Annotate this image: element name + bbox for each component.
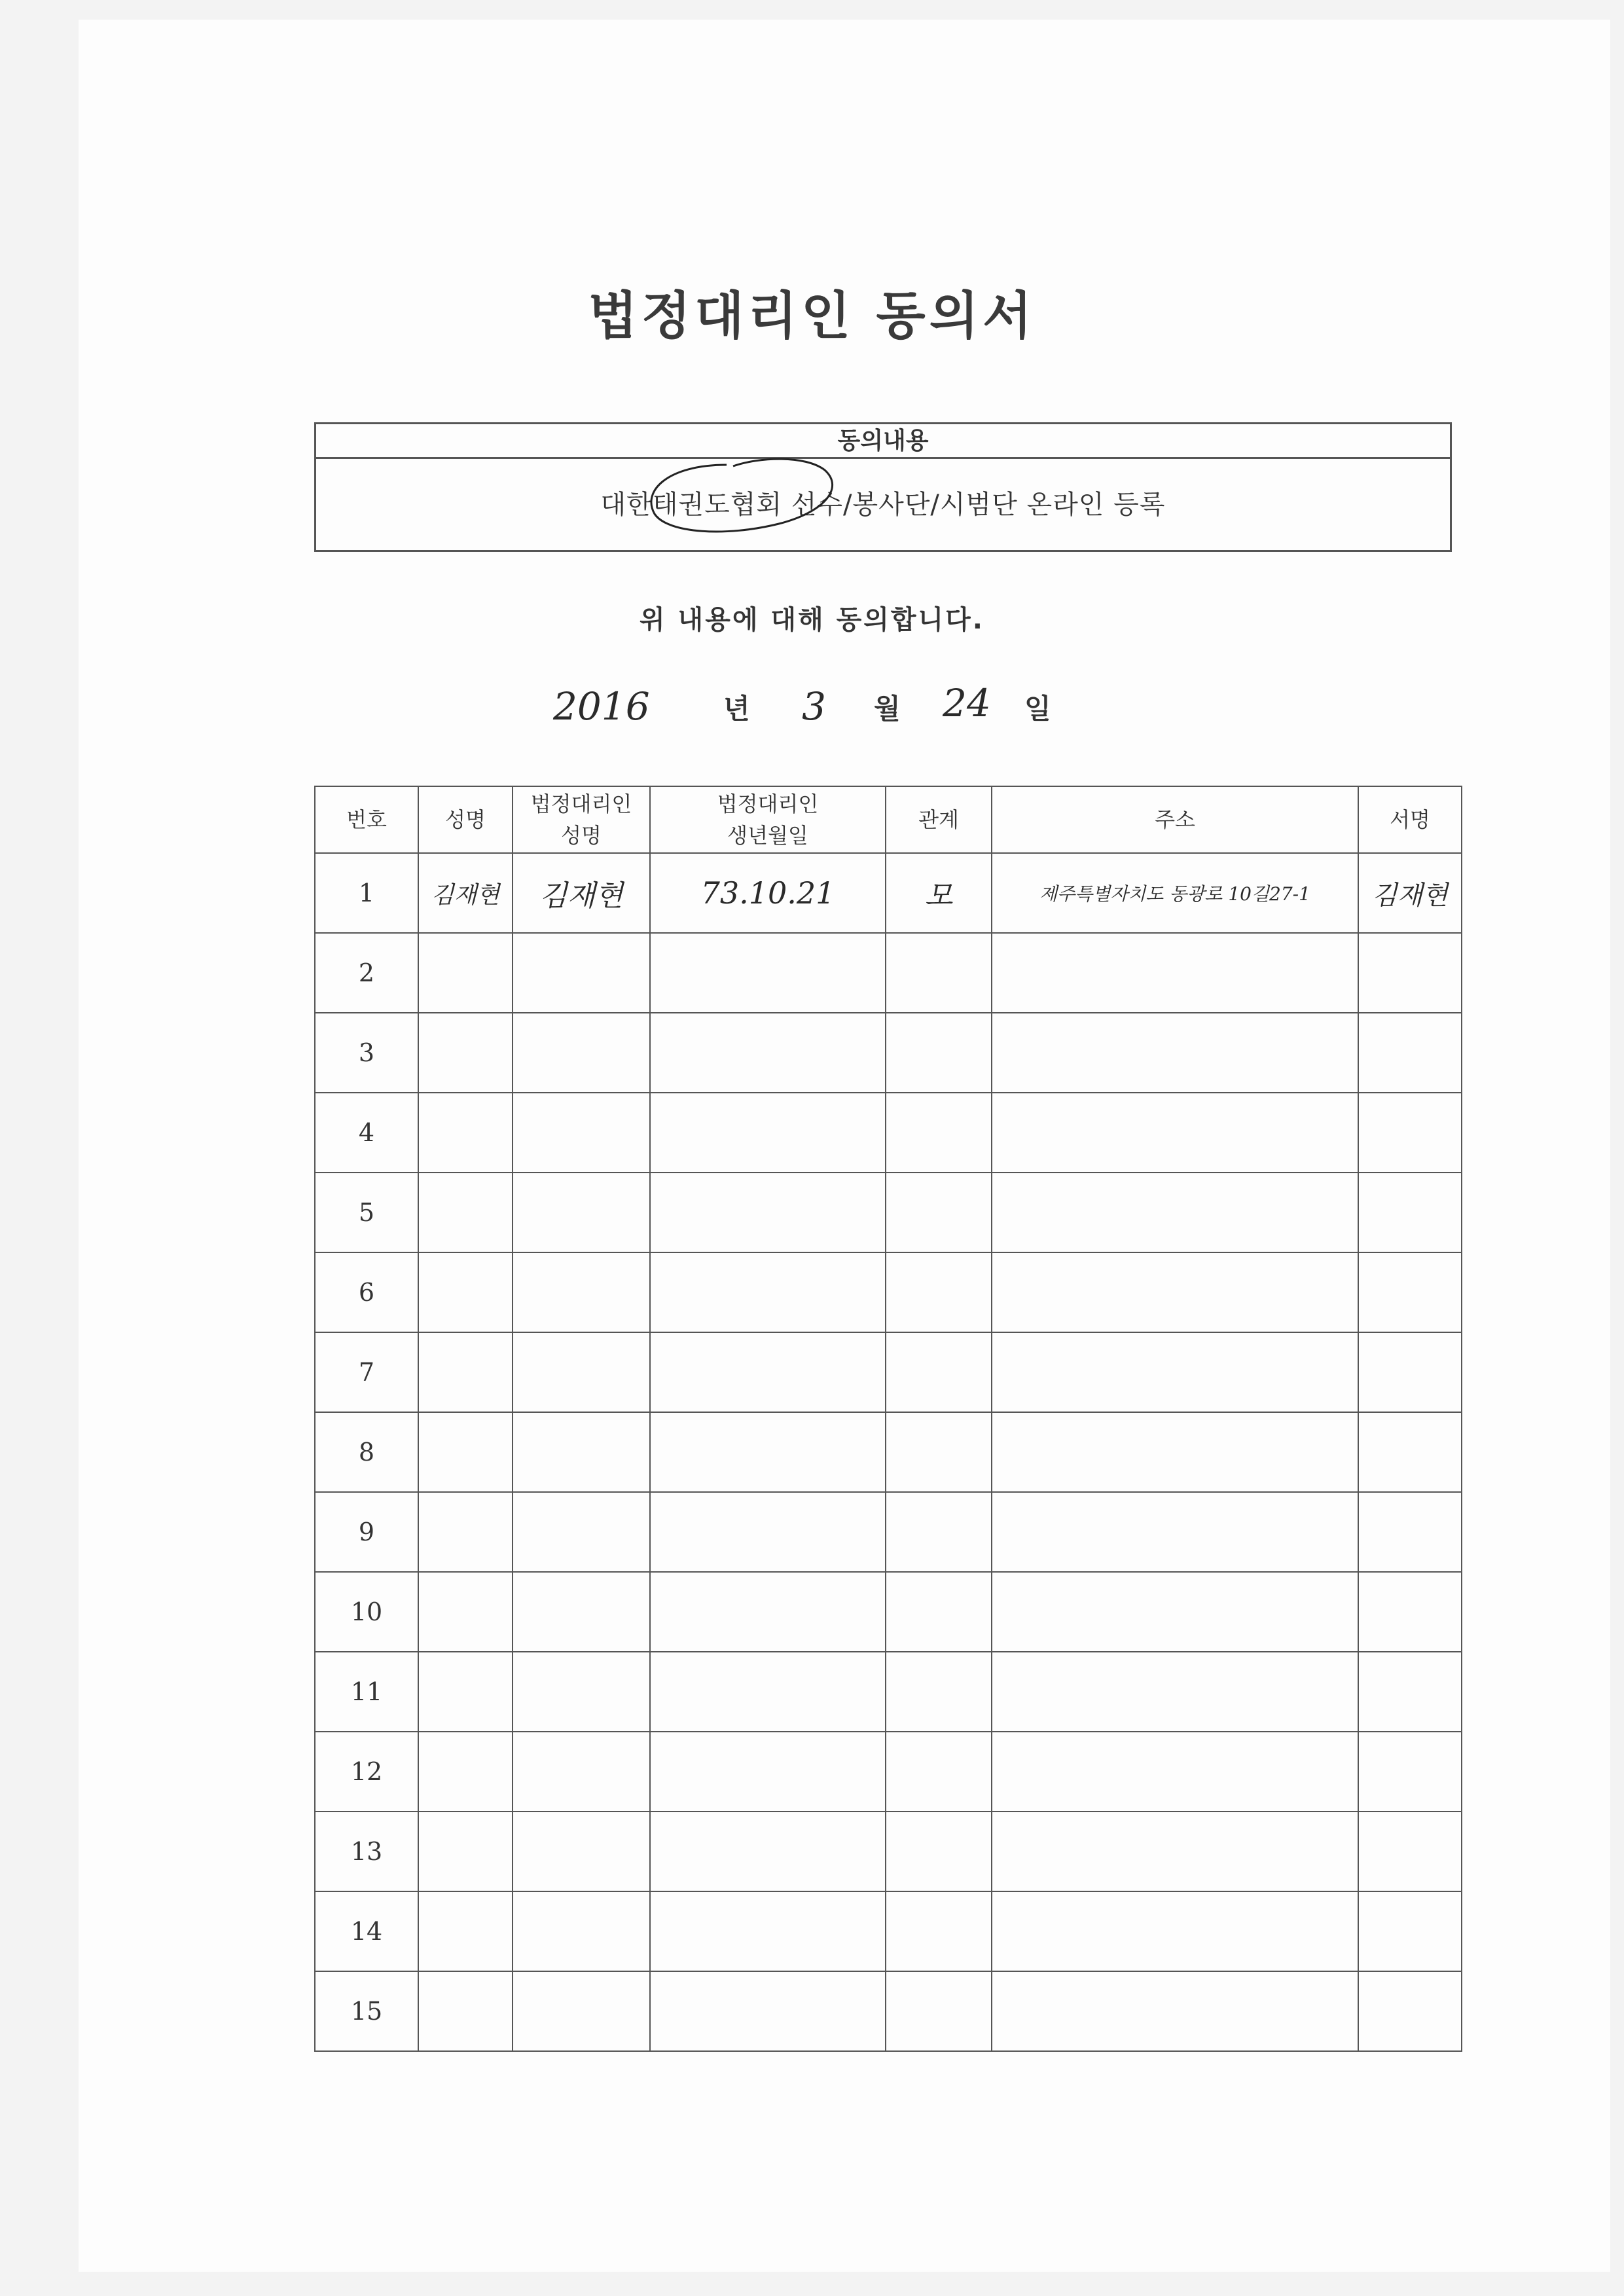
row-guardian-birth: [650, 1332, 886, 1412]
row-guardian-birth: [650, 1812, 886, 1891]
row-name: [418, 1812, 513, 1891]
table-row: [315, 853, 1462, 933]
table-row: [315, 1093, 1462, 1173]
col-header-signature: 서명: [1358, 786, 1462, 853]
col-header-guardian-name: 법정대리인 성명: [513, 786, 650, 853]
row-name: [418, 1412, 513, 1492]
date-year-unit: 년: [723, 693, 750, 725]
col-header-address: 주소: [992, 786, 1358, 853]
row-address: [992, 1412, 1358, 1492]
table-row: [315, 1173, 1462, 1252]
consent-body: 대한태권도협회 선수/봉사단/시범단 온라인 등록: [600, 490, 1166, 520]
row-number: 5: [315, 1173, 418, 1252]
row-guardian-name: [513, 1412, 650, 1492]
row-guardian-birth: [650, 933, 886, 1013]
row-signature: [1358, 1492, 1462, 1572]
consent-box: [314, 422, 1452, 552]
row-guardian-birth: [650, 1891, 886, 1971]
row-address: [992, 1732, 1358, 1812]
table-row: [315, 933, 1462, 1013]
row-name: [418, 1173, 513, 1252]
row-relation: [886, 1013, 992, 1093]
date-day-handwritten: 24: [943, 681, 991, 725]
row-signature: [1358, 1332, 1462, 1412]
row-number: 3: [315, 1013, 418, 1093]
date-row: [0, 681, 1624, 733]
row-relation: [886, 1093, 992, 1173]
row-number: 1: [315, 853, 418, 933]
row-signature: [1358, 933, 1462, 1013]
row-guardian-name: [513, 1173, 650, 1252]
row-name: [418, 1013, 513, 1093]
row-address: [992, 1252, 1358, 1332]
row-address: [992, 1492, 1358, 1572]
handwritten-name: 김재현: [431, 881, 500, 909]
handwritten-guardian-name: 김재현: [539, 879, 623, 913]
row-signature: [1358, 1891, 1462, 1971]
table-row: [315, 1732, 1462, 1812]
row-guardian-name: [513, 853, 650, 933]
row-name: [418, 1252, 513, 1332]
row-address: [992, 1891, 1358, 1971]
handwritten-signature: 김재현: [1372, 880, 1448, 911]
row-name: [418, 1332, 513, 1412]
table-row: [315, 1891, 1462, 1971]
row-relation: [886, 1252, 992, 1332]
row-guardian-birth: [650, 1252, 886, 1332]
row-signature: [1358, 1252, 1462, 1332]
table-row: [315, 1971, 1462, 2051]
row-signature: [1358, 853, 1462, 933]
row-address: [992, 1332, 1358, 1412]
row-address: [992, 1572, 1358, 1652]
row-guardian-name: [513, 1013, 650, 1093]
row-name: [418, 1891, 513, 1971]
row-address: [992, 1652, 1358, 1732]
table-row: [315, 1572, 1462, 1652]
pen-circle-mark: [628, 452, 864, 543]
row-address: [992, 1093, 1358, 1173]
row-name: [418, 1732, 513, 1812]
row-relation: [886, 1572, 992, 1652]
handwritten-relation: 모: [924, 879, 953, 913]
row-guardian-name: [513, 933, 650, 1013]
col-header-guardian-birth: 법정대리인 생년월일: [650, 786, 886, 853]
row-signature: [1358, 1971, 1462, 2051]
col-header-relation: 관계: [886, 786, 992, 853]
row-number: 6: [315, 1252, 418, 1332]
row-address: [992, 853, 1358, 933]
row-number: 10: [315, 1572, 418, 1652]
row-signature: [1358, 1093, 1462, 1173]
row-number: 2: [315, 933, 418, 1013]
row-name: [418, 853, 513, 933]
handwritten-address: 제주특별자치도 동광로 10길27-1: [1039, 883, 1310, 905]
row-guardian-name: [513, 1971, 650, 2051]
date-year-handwritten: 2016: [553, 684, 650, 729]
table-row: [315, 1252, 1462, 1332]
row-guardian-name: [513, 1492, 650, 1572]
row-guardian-name: [513, 1812, 650, 1891]
consent-header: 동의내용: [316, 424, 1450, 459]
row-guardian-birth: [650, 1412, 886, 1492]
row-guardian-birth: [650, 1173, 886, 1252]
row-guardian-name: [513, 1093, 650, 1173]
row-number: 11: [315, 1652, 418, 1732]
row-relation: [886, 1812, 992, 1891]
row-guardian-birth: [650, 1093, 886, 1173]
row-guardian-birth: [650, 1572, 886, 1652]
row-name: [418, 933, 513, 1013]
row-relation: [886, 853, 992, 933]
table-header-row: [315, 786, 1462, 853]
document-title: 법정대리인 동의서: [588, 287, 1036, 346]
row-address: [992, 1812, 1358, 1891]
row-guardian-birth: [650, 1013, 886, 1093]
row-relation: [886, 1652, 992, 1732]
table-row: [315, 1812, 1462, 1891]
row-number: 15: [315, 1971, 418, 2051]
table-row: [315, 1013, 1462, 1093]
agree-statement: 위 내용에 대해 동의합니다.: [639, 605, 984, 635]
row-name: [418, 1093, 513, 1173]
row-guardian-name: [513, 1891, 650, 1971]
row-guardian-name: [513, 1572, 650, 1652]
row-signature: [1358, 1412, 1462, 1492]
handwritten-guardian-birth: 73.10.21: [700, 875, 835, 911]
row-name: [418, 1971, 513, 2051]
row-address: [992, 1971, 1358, 2051]
registration-table: [314, 786, 1462, 2052]
row-signature: [1358, 1652, 1462, 1732]
col-header-number: 번호: [315, 786, 418, 853]
row-relation: [886, 1412, 992, 1492]
row-guardian-birth: [650, 1971, 886, 2051]
table-row: [315, 1652, 1462, 1732]
row-guardian-name: [513, 1652, 650, 1732]
col-header-name: 성명: [418, 786, 513, 853]
row-number: 9: [315, 1492, 418, 1572]
row-guardian-birth: [650, 1492, 886, 1572]
row-relation: [886, 1732, 992, 1812]
row-address: [992, 1173, 1358, 1252]
row-address: [992, 933, 1358, 1013]
row-number: 13: [315, 1812, 418, 1891]
row-relation: [886, 1332, 992, 1412]
row-relation: [886, 1891, 992, 1971]
row-signature: [1358, 1013, 1462, 1093]
date-month-handwritten: 3: [802, 684, 826, 729]
row-relation: [886, 1492, 992, 1572]
row-guardian-name: [513, 1332, 650, 1412]
date-month-unit: 월: [874, 693, 901, 725]
table-row: [315, 1332, 1462, 1412]
row-guardian-birth: [650, 1732, 886, 1812]
row-guardian-birth: [650, 1652, 886, 1732]
row-name: [418, 1572, 513, 1652]
row-address: [992, 1013, 1358, 1093]
row-name: [418, 1652, 513, 1732]
row-number: 12: [315, 1732, 418, 1812]
row-guardian-birth: [650, 853, 886, 933]
row-relation: [886, 933, 992, 1013]
row-number: 8: [315, 1412, 418, 1492]
row-signature: [1358, 1572, 1462, 1652]
row-name: [418, 1492, 513, 1572]
row-number: 14: [315, 1891, 418, 1971]
row-guardian-name: [513, 1732, 650, 1812]
row-relation: [886, 1173, 992, 1252]
row-signature: [1358, 1732, 1462, 1812]
row-guardian-name: [513, 1252, 650, 1332]
table-row: [315, 1492, 1462, 1572]
row-signature: [1358, 1173, 1462, 1252]
row-relation: [886, 1971, 992, 2051]
row-number: 7: [315, 1332, 418, 1412]
row-signature: [1358, 1812, 1462, 1891]
row-number: 4: [315, 1093, 418, 1173]
table-row: [315, 1412, 1462, 1492]
date-day-unit: 일: [1024, 693, 1051, 725]
